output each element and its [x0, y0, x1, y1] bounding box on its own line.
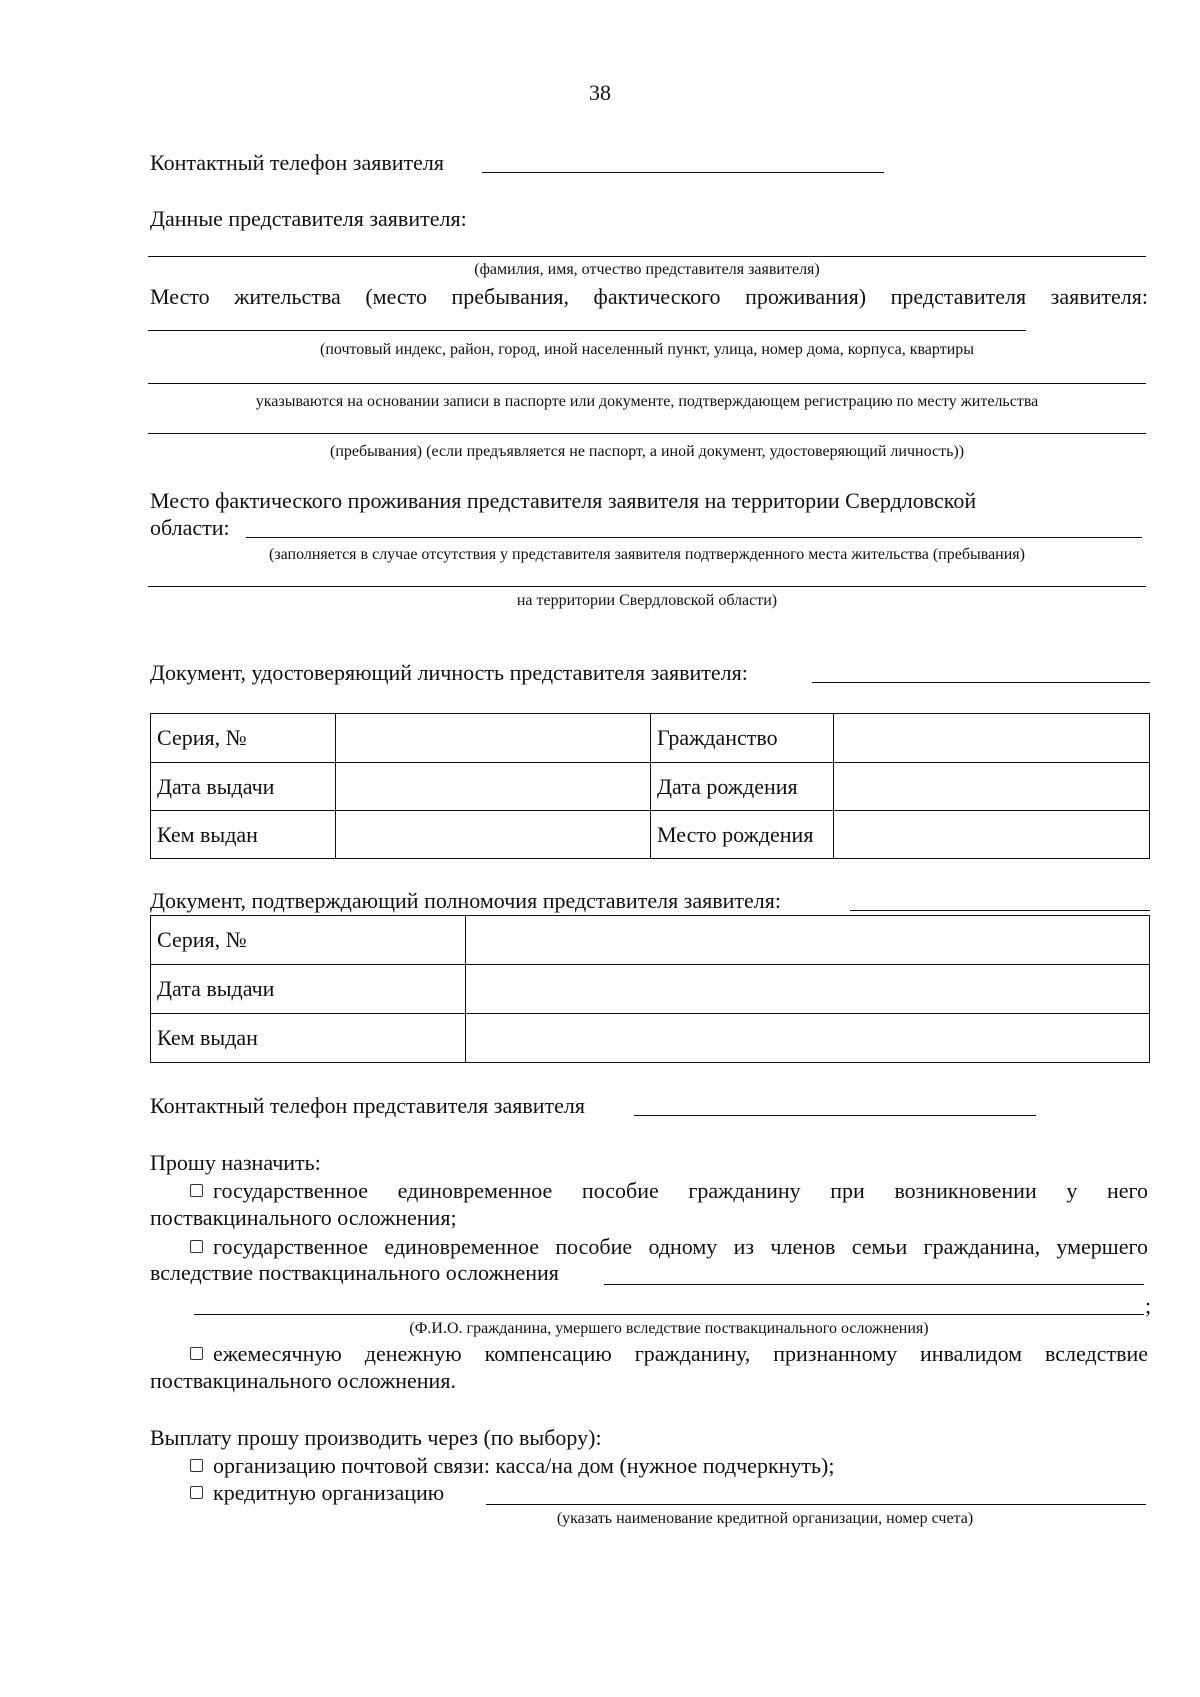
payment-option1-text: организацию почтовой связи: касса/на дом (нужное подчеркнуть); [213, 1453, 835, 1478]
authority-doc-field[interactable] [850, 910, 1150, 911]
id-doc-field[interactable] [812, 682, 1150, 683]
authority-doc-label: Документ, подтверждающий полномочия представителя заявителя: [150, 888, 782, 913]
residence-field-1[interactable] [148, 330, 1026, 331]
option3-text: ежемесячную денежную компенсацию гражданину, признанному инвалидом вследствие [213, 1341, 1148, 1366]
payment-option2-text: кредитную организацию [213, 1480, 445, 1505]
table-row [151, 1014, 1150, 1063]
applicant-phone-field[interactable] [482, 172, 884, 173]
residence-caption-1: (почтовый индекс, район, город, иной населенный пункт, улица, номер дома, корпуса, квартиры [319, 341, 974, 358]
option2-checkbox[interactable] [190, 1240, 203, 1253]
residence-caption-3: (пребывания) (если предъявляется не паспорт, а иной документ, удостоверяющий личность)) [329, 443, 965, 460]
residence-label: Место жительства (место пребывания, фактического проживания) представителя заявителя: [150, 284, 1148, 309]
id-doc-label: Документ, удостоверяющий личность представителя заявителя: [150, 660, 748, 685]
option2-line2: вследствие поствакцинального осложнения [150, 1260, 559, 1285]
birth-date-label: Дата рождения [651, 763, 834, 811]
actual-residence-line2: области: [150, 515, 230, 540]
birth-place-label: Место рождения [651, 811, 834, 859]
actual-residence-field[interactable] [246, 537, 1142, 538]
applicant-phone-label: Контактный телефон заявителя [150, 150, 444, 175]
table-row [151, 763, 1150, 811]
auth-series-label: Серия, № [151, 916, 466, 965]
credit-org-field[interactable] [486, 1504, 1146, 1505]
actual-residence-caption-1: (заполняется в случае отсутствия у представителя заявителя подтвержденного места жительства (пребывания) [268, 546, 1025, 563]
option2-field-2[interactable] [194, 1314, 1144, 1315]
id-issue-date-cell[interactable] [336, 763, 651, 811]
option2-caption: (Ф.И.О. гражданина, умершего вследствие поствакцинального осложнения) [409, 1320, 929, 1337]
payment-option2 [190, 1480, 444, 1506]
option1-text: государственное единовременное пособие гражданину при возникновении у него [213, 1178, 1148, 1203]
rep-phone-label: Контактный телефон представителя заявителя [150, 1093, 585, 1118]
birth-date-cell[interactable] [834, 763, 1150, 811]
rep-name-caption: (фамилия, имя, отчество представителя заявителя) [474, 261, 820, 278]
id-issue-date-label: Дата выдачи [151, 763, 336, 811]
actual-residence-line1: Место фактического проживания представителя заявителя на территории Свердловской [150, 488, 977, 513]
option1-line2: поствакцинального осложнения; [150, 1205, 457, 1230]
payment-caption: (указать наименование кредитной организации, номер счета) [556, 1510, 974, 1527]
option3-checkbox[interactable] [190, 1347, 203, 1360]
rep-data-label: Данные представителя заявителя: [150, 206, 467, 231]
request-label: Прошу назначить: [150, 1150, 321, 1175]
payment-option1-checkbox[interactable] [190, 1459, 203, 1472]
rep-name-field[interactable] [148, 256, 1146, 257]
citizenship-label: Гражданство [651, 714, 834, 763]
residence-field-3[interactable] [148, 433, 1146, 434]
auth-issued-by-cell[interactable] [466, 1014, 1150, 1063]
payment-option2-checkbox[interactable] [190, 1486, 203, 1499]
actual-residence-field-2[interactable] [148, 586, 1146, 587]
payment-label: Выплату прошу производить через (по выбору): [150, 1425, 602, 1450]
residence-caption-2: указываются на основании записи в паспорте или документе, подтверждающем регистрацию по месту жительства [255, 393, 1039, 410]
auth-issue-date-label: Дата выдачи [151, 965, 466, 1014]
authority-doc-table [150, 915, 1150, 1063]
table-row [151, 965, 1150, 1014]
option3-line1 [190, 1341, 1148, 1367]
option2-end: ; [1145, 1293, 1152, 1318]
option1-line1 [190, 1178, 1148, 1204]
id-doc-table [150, 713, 1150, 859]
payment-option1 [190, 1453, 835, 1479]
id-series-cell[interactable] [336, 714, 651, 763]
residence-field-2[interactable] [148, 383, 1146, 384]
id-issued-by-cell[interactable] [336, 811, 651, 859]
id-issued-by-label: Кем выдан [151, 811, 336, 859]
option2-line1 [190, 1234, 1148, 1260]
auth-series-cell[interactable] [466, 916, 1150, 965]
table-row [151, 916, 1150, 965]
id-series-label: Серия, № [151, 714, 336, 763]
option2-text: государственное единовременное пособие одному из членов семьи гражданина, умершего [213, 1234, 1148, 1259]
option1-checkbox[interactable] [190, 1184, 203, 1197]
option3-line2: поствакцинального осложнения. [150, 1368, 456, 1393]
citizenship-cell[interactable] [834, 714, 1150, 763]
table-row [151, 714, 1150, 763]
page-number: 38 [589, 80, 611, 105]
auth-issue-date-cell[interactable] [466, 965, 1150, 1014]
actual-residence-caption-2: на территории Свердловской области) [516, 592, 778, 609]
table-row [151, 811, 1150, 859]
auth-issued-by-label: Кем выдан [151, 1014, 466, 1063]
rep-phone-field[interactable] [634, 1115, 1036, 1116]
birth-place-cell[interactable] [834, 811, 1150, 859]
option2-field-1[interactable] [604, 1284, 1144, 1285]
